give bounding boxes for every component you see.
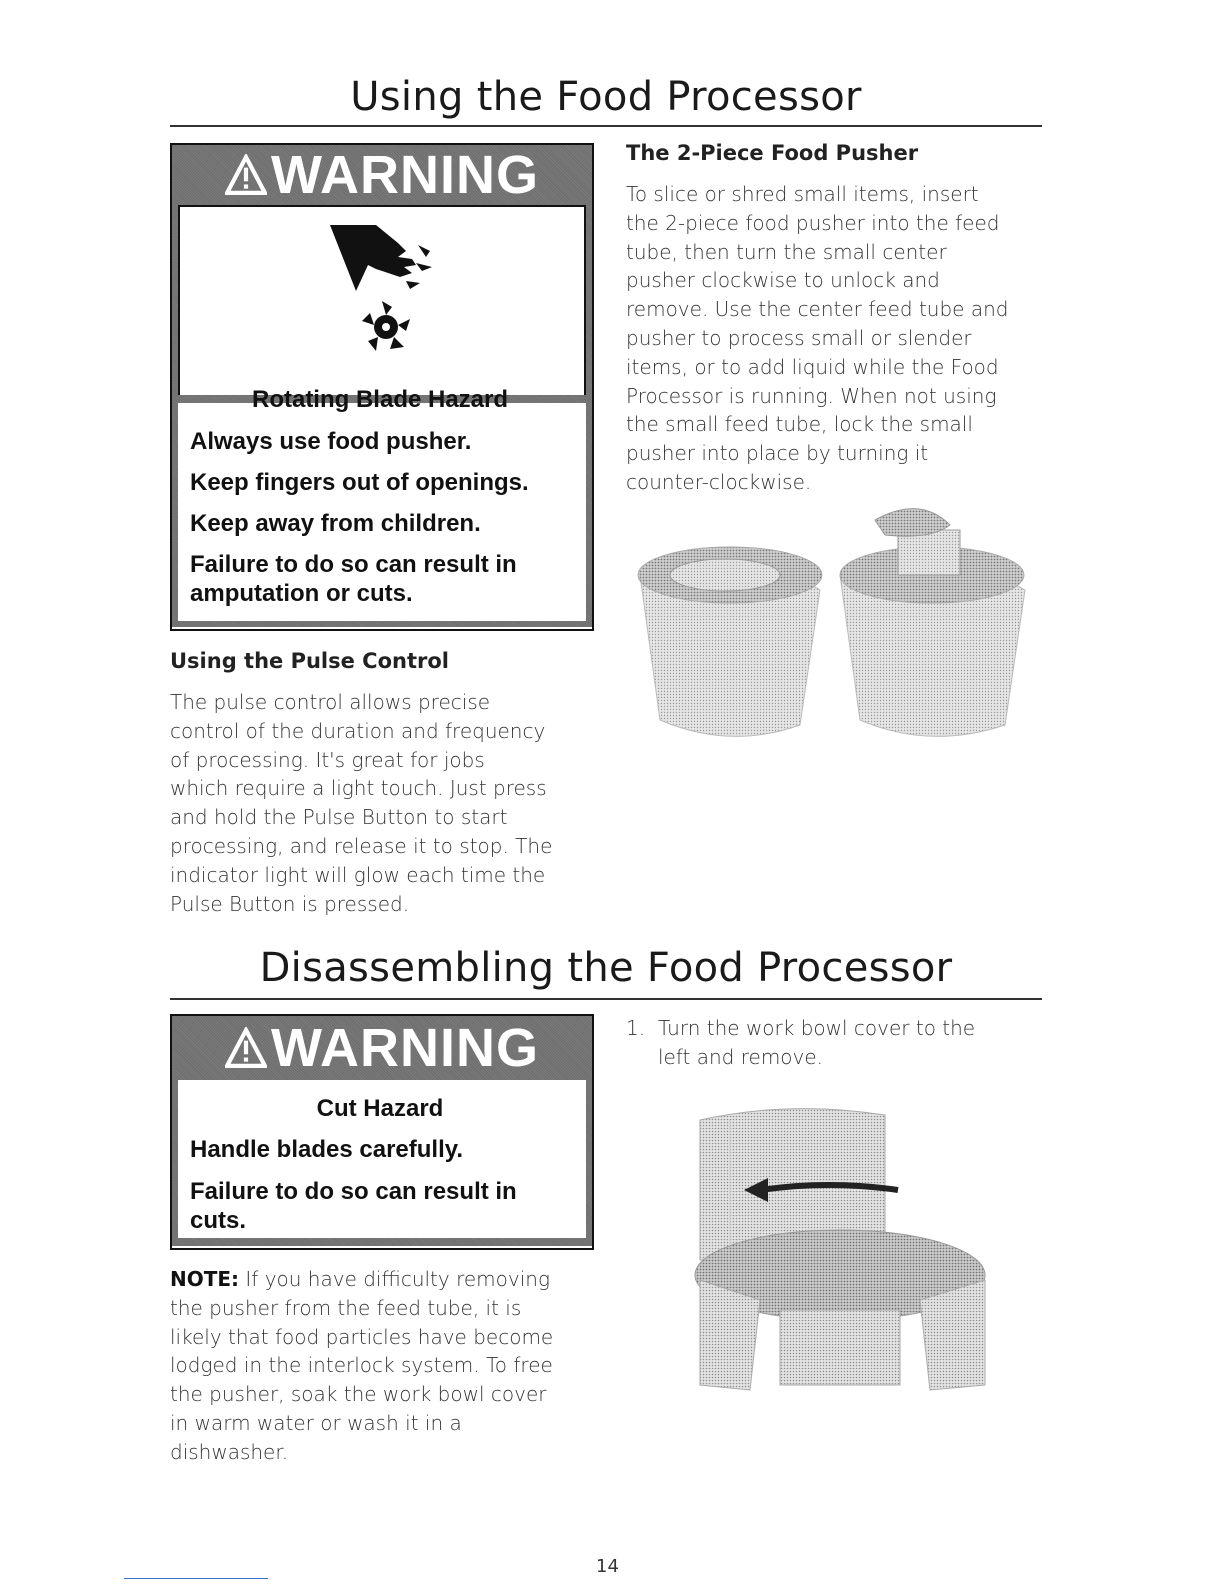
warning-triangle-icon [225, 1027, 267, 1069]
warning-line-1: Always use food pusher. [190, 428, 472, 455]
pulse-control-text: The pulse control allows precise control of the duration and frequency of processing. It's great for jobs which require a light touch. Just press and hold the Pulse Button to start processing, and release it to stop. The indicator light will glow each time the Pulse Button is pressed. [170, 690, 553, 916]
warning-triangle-icon [225, 154, 267, 196]
hazard-title: Rotating Blade Hazard [251, 386, 509, 413]
section-rule [170, 125, 1042, 127]
section-rule [170, 998, 1042, 1000]
food-pusher-illustration [630, 495, 1030, 755]
warning-box-cut-hazard [170, 1014, 594, 1250]
warning-line-1: Handle blades carefully. [190, 1136, 463, 1163]
step-1: 1. Turn the work bowl cover to the left and remove. [626, 1016, 976, 1069]
warning-label: WARNING [271, 1018, 539, 1078]
food-pusher-text: To slice or shred small items, insert the 2-piece food pusher into the feed tube, then turn the small center pusher clockwise to unlock and remove. Use the center feed tube and pusher to process small or slender items, or to add liquid while the Food Processor is running. When not using the small feed tube, lock the small pusher into place by turning it counter-clockwise. [626, 182, 1009, 494]
footer-link-underline [124, 1578, 268, 1579]
warning-line-2: Keep fingers out of openings. [190, 469, 529, 496]
warning-line-3: Keep away from children. [190, 510, 481, 537]
note-label: NOTE: [170, 1267, 240, 1291]
section-title-using: Using the Food Processor [350, 74, 862, 120]
pulse-control-heading: Using the Pulse Control [170, 649, 449, 673]
warning-line-4: Failure to do so can result in [190, 551, 517, 578]
page-number: 14 [596, 1556, 619, 1577]
hand-blade-hazard-icon [180, 207, 584, 395]
warning-label: WARNING [271, 145, 539, 205]
hazard-title: Cut Hazard [316, 1095, 444, 1122]
warning-box-rotating-blade [170, 143, 594, 631]
warning-banner [172, 1016, 592, 1080]
warning-line-2: Failure to do so can result in [190, 1178, 517, 1205]
warning-line-5: amputation or cuts. [190, 580, 413, 607]
food-pusher-heading: The 2-Piece Food Pusher [626, 141, 919, 165]
hazard-pictogram-panel [178, 205, 586, 397]
note-text: NOTE: If you have difficulty removing the pusher from the feed tube, it is likely that food particles have become lodged in the interlock system. To free the pusher, soak the work bowl cover in warm water or wash it in a dishwasher. [170, 1267, 554, 1464]
work-bowl-cover-illustration [690, 1100, 990, 1395]
step-number: 1. [626, 1016, 646, 1040]
section-title-disassembling: Disassembling the Food Processor [259, 945, 953, 991]
warning-banner [172, 145, 592, 205]
warning-line-3: cuts. [190, 1207, 247, 1234]
